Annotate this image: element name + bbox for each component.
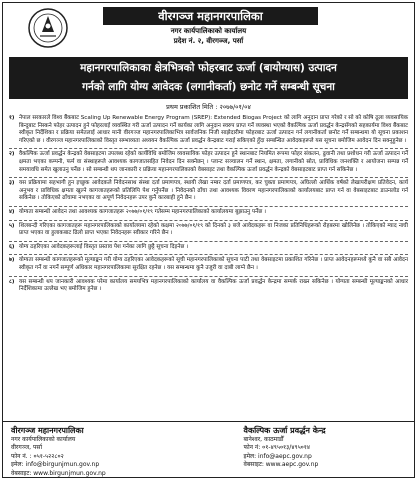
paragraph-number: १) xyxy=(9,115,15,121)
footer-municipality-website: वेबसाइट: www.birgunjmun.gov.np xyxy=(11,469,106,477)
footer-aepc-place: बानेश्वर, काठमाडौँ xyxy=(243,436,284,443)
notice-paragraph xyxy=(9,221,408,242)
office-address: प्रदेश नं. २, वीरगञ्ज, पर्सा xyxy=(173,37,244,45)
office-name: नगर कार्यपालिकाको कार्यालय xyxy=(170,27,247,35)
paragraph-text: शिलबन्दी गरिएका कागजातहरू महानगरपालिकाको कार्यालयमा रहेको कक्षमा २०७७/०१/१९ को दिनको ३ बजे आवेदकहरू वा निजका प्रतिनिधिहरूको रोहबरमा खोलिनेछ । तोकिएको म्याद नाघी प्राप्त भएका वा हुलाकबाट ढिलो प्राप्त भएका निवेदनहरू स्वीकार गरिने छैन । xyxy=(19,222,408,237)
paragraph-text: यस सम्बन्धी थप जानकारी आवश्यक परेमा कार्यालय समयभित्र महानगरपालिकाको कार्यालय वा वैकल्पिक ऊर्जा प्रवर्द्धन केन्द्रमा सम्पर्क राख्न सकिनेछ । योग्यता सम्बन्धी मूल्याङ्कनको आधार निर्देशिकामा उल्लेख भए बमोजिम हुनेछ । xyxy=(19,278,408,293)
paragraph-number: ३) xyxy=(9,180,15,187)
footer-municipality-name: वीरगञ्ज महानगरपालिका xyxy=(11,426,84,435)
footer-aepc-website: वेबसाइट: www.aepc.gov.np xyxy=(243,461,319,469)
notice-title-line-2: गर्नको लागि योग्य आवेदक (लगानीकर्ता) छनोट गर्ने सम्बन्धी सूचना xyxy=(82,81,335,93)
notice-paragraph xyxy=(9,242,408,256)
notice-paragraph xyxy=(9,207,408,221)
paragraph-number: ५) xyxy=(9,222,15,229)
footer-aepc-phone: फोन नं: ०१-४९५०१३/४९५०१४ xyxy=(243,444,311,452)
notice-title-line-1: महानगरपालिकाका क्षेत्रभित्रको फोहरबाट ऊर्जा (बायोग्यास) उत्पादन xyxy=(80,62,337,74)
notice-body xyxy=(3,113,414,297)
organization-name: वीरगञ्ज महानगरपालिका xyxy=(103,7,318,25)
paragraph-text: वैकल्पिक ऊर्जा प्रवर्द्धन केन्द्रको वेबसाइटमा उपलब्ध रहेको कार्यविधि बमोजिम व्यवसायिक फोहर उत्पादन हुने स्थानबाट नियमित रूपमा फोहर संकलन, ढुवानी तथा प्रशोधन गरी ऊर्जा उत्पादन गर्ने क्षमता भएका कम्पनी, फर्म वा संस्थाहरूले आवश्यक कागजातसहित निवेदन दिन सक्नेछन् । प्लान्ट सञ्चालन गर्ने स्थान, क्षमता, लगानीको स्रोत, प्राविधिक जनशक्ति र आयोजना सम्पन्न गर्ने समयावधि समेत खुलाउनु पर्नेछ । सो सम्बन्धी थप जानकारी र प्रक्रिया महानगरपालिकाको वेबसाइट तथा वैकल्पिक ऊर्जा प्रवर्द्धन केन्द्रको वेबसाइटबाट प्राप्त गर्न सकिनेछ । xyxy=(19,151,408,173)
notice-paragraph xyxy=(9,178,408,207)
paragraph-text: योग्य ठहरिएका आवेदकहरूलाई विस्तृत प्रस्ताव पेश गर्नका लागि छुट्टै सूचना दिइनेछ । xyxy=(19,243,189,250)
footer-municipality-office: नगर कार्यपालिकाको कार्यालय xyxy=(11,436,76,443)
footer-aepc-name: वैकल्पिक ऊर्जा प्रवर्द्धन केन्द्र xyxy=(243,426,326,435)
paragraph-text: योग्यता सम्बन्धी आवेदन तथा आवश्यक कागजातहरू २०७७/०१/१९ गतेसम्म महानगरपालिकाको कार्यालयमा बुझाउनु पर्नेछ । xyxy=(19,208,267,215)
publish-date: प्रथम प्रकाशित मिति : २०७७/०१/०४ xyxy=(166,103,251,111)
paragraph-number: ७) xyxy=(9,257,15,264)
notice-paragraph xyxy=(9,277,408,297)
footer-municipality-email: इमेल: info@birgunjmun.gov.np xyxy=(11,461,100,469)
notice-header xyxy=(3,3,414,57)
paragraph-number: २) xyxy=(9,151,15,158)
footer-municipality-phone: फोन नं. : ०५१-५२२८०२ xyxy=(11,452,64,460)
paragraph-text: नेपाल सरकारले विश्व बैंकबाट Scaling Up Renewable Energy Program (SREP): Extended Biogas Project को लागि अनुदान प्राप्त गरेको र सो को कोषि ठूला व्यवसायिक बिन्दुबाट निस्कने फोहर उत्पादन हुने फोहरलाई व्यवस्थित गरी ऊर्जा उत्पादन गर्ने कार्यका लागि अनुदान स्वरुप प्राप्त गर्ने व्यवस्था भएको वैकल्पिक ऊर्जा प्रवर्द्धन केन्द्रसँगको सहकार्यमा विश्व बैंकबाट स्वीकृत निर्देशिका र प्रक्रिया समेतलाई आधार मानी वीरगञ्ज महानगरपालिकाभित्र सार्वजनिक निजी साझेदारीमा फोहरबाट ऊर्जा उत्पादन गर्न लगानीकर्ता छनोट गर्ने सम्बन्धमा यो सूचना प्रकाशन गरिएको छ । वीरगञ्ज महानगरपालिकाको विस्तृत सम्भाव्यता अध्ययन वैकल्पिक ऊर्जा प्रवर्द्धन केन्द्रबाट गराई सकिएको हुँदा सम्बन्धित आवेदकहरूले यस सूचना बमोजिम आवेदन दिन सक्नुहुनेछ । xyxy=(19,115,408,144)
paragraph-number: ६) xyxy=(9,243,15,250)
notice-footer xyxy=(3,421,414,477)
public-notice xyxy=(2,2,415,478)
footer-municipality-place: वीरगञ्ज, पर्सा xyxy=(11,444,43,452)
notice-paragraph xyxy=(9,255,408,276)
footer-municipality-contact xyxy=(11,425,174,477)
paragraph-number: ८) xyxy=(9,278,15,285)
notice-paragraph xyxy=(9,113,408,149)
footer-aepc-contact xyxy=(174,425,407,477)
notice-paragraph xyxy=(9,149,408,178)
notice-title-banner xyxy=(9,57,408,99)
paragraph-text: योग्यता सम्बन्धी कागजातहरूको मूल्याङ्कन गरी योग्य ठहरिएका आवेदकहरूको सूची महानगरपालिकाको सूचना पाटी तथा वेबसाइटमा प्रकाशित गरिनेछ । प्राप्त आवेदनहरूमध्ये कुनै वा सबै आवेदन स्वीकृत गर्ने वा नगर्ने सम्पूर्ण अधिकार महानगरपालिकामा सुरक्षित रहनेछ । यस सम्बन्धमा कुनै उजुरी वा दाबी लाग्ने छैन । xyxy=(19,257,408,271)
paragraph-number: ४) xyxy=(9,208,15,215)
footer-aepc-email: इमेल: info@aepc.gov.np xyxy=(243,452,312,460)
paragraph-text: यस प्रक्रियामा सहभागी हुन इच्छुक आवेदकले निवेदनसाथ संस्था दर्ता प्रमाणपत्र, स्थायी लेखा नम्बर दर्ता प्रमाणपत्र, कर चुक्ता प्रमाणपत्र, अघिल्लो आर्थिक वर्षको लेखापरीक्षण प्रतिवेदन, कार्य अनुभव र प्राविधिक क्षमता खुल्ने कागजातहरूको प्रतिलिपि पेश गर्नुपर्नेछ । निवेदनको ढाँचा तथा आवश्यक विवरण महानगरपालिकाको कार्यालयबाट प्राप्त गर्न वा वेबसाइटबाट डाउनलोड गर्न सकिनेछ । तोकिएको ढाँचामा नभएका वा अपूर्ण निवेदनहरू उपर कुनै कारबाही हुने छैन । xyxy=(19,180,408,202)
